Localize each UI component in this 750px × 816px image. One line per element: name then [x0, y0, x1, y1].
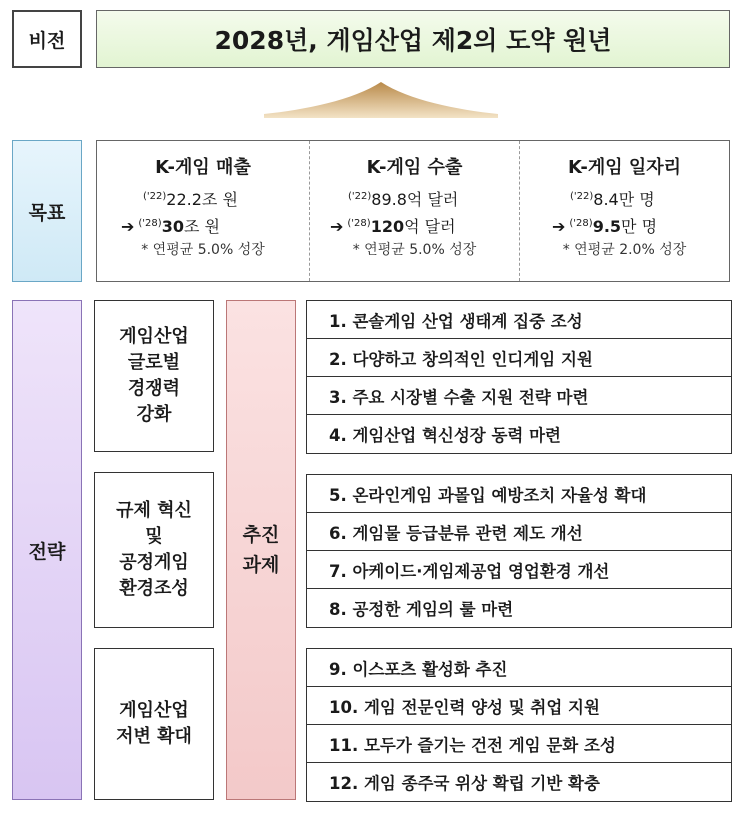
- task-item: 2. 다양하고 창의적인 인디게임 지원: [307, 339, 731, 377]
- task-item: 12. 게임 종주국 위상 확립 기반 확충: [329, 774, 600, 793]
- goal-exports: [309, 141, 519, 281]
- goal-target: ➔ $^{('28)}$120억 달러: [330, 217, 456, 236]
- goal-label: 목표: [12, 140, 82, 282]
- goal-baseline: $^{('22)}$22.2조 원: [143, 190, 238, 209]
- goal-note: * 연평균 5.0% 성장: [141, 242, 265, 258]
- strategy-label: 전략: [12, 300, 82, 800]
- task-item: 5. 온라인게임 과몰입 예방조치 자율성 확대: [307, 475, 731, 513]
- task-group-2: [306, 474, 732, 628]
- task-label: 추진 과제: [226, 300, 296, 800]
- goal-sales: [97, 141, 309, 281]
- goal-panel: [96, 140, 730, 282]
- goal-baseline: $^{('22)}$8.4만 명: [570, 190, 655, 209]
- strategy-item-regulation: 규제 혁신 및 공정게임 환경조성: [94, 472, 214, 628]
- task-item: 10. 게임 전문인력 양성 및 취업 지원: [307, 687, 731, 725]
- goal-target: ➔ $^{('28)}$9.5만 명: [552, 217, 658, 236]
- task-item: 4. 게임산업 혁신성장 동력 마련: [329, 426, 561, 445]
- goal-baseline: $^{('22)}$89.8억 달러: [348, 190, 459, 209]
- strategy-item-global: 게임산업 글로벌 경쟁력 강화: [94, 300, 214, 452]
- vision-label: 비전: [12, 10, 82, 68]
- task-item: 6. 게임물 등급분류 관련 제도 개선: [307, 513, 731, 551]
- right-arrow-icon: ➔: [121, 217, 135, 236]
- goal-title: K-게임 수출: [366, 157, 463, 178]
- goal-note: * 연평균 5.0% 성장: [352, 242, 477, 258]
- task-item: 9. 이스포츠 활성화 추진: [307, 649, 731, 687]
- task-item: 8. 공정한 게임의 룰 마련: [329, 600, 514, 619]
- goal-note: * 연평균 2.0% 성장: [562, 242, 687, 258]
- goal-title: K-게임 일자리: [567, 157, 682, 178]
- right-arrow-icon: ➔: [330, 217, 344, 236]
- task-item: 1. 콘솔게임 산업 생태계 집중 조성: [307, 301, 731, 339]
- goal-title: K-게임 매출: [155, 157, 251, 178]
- vision-statement: 2028년, 게임산업 제2의 도약 원년: [96, 10, 730, 68]
- task-group-1: [306, 300, 732, 454]
- task-group-3: [306, 648, 732, 802]
- strategy-item-base: 게임산업 저변 확대: [94, 648, 214, 800]
- goal-jobs: [519, 141, 729, 281]
- task-item: 11. 모두가 즐기는 건전 게임 문화 조성: [307, 725, 731, 763]
- right-arrow-icon: ➔: [552, 217, 566, 236]
- upward-arrow-icon: [258, 78, 504, 124]
- goal-target: ➔ $^{('28)}$30조 원: [121, 217, 220, 236]
- task-item: 3. 주요 시장별 수출 지원 전략 마련: [307, 377, 731, 415]
- task-item: 7. 아케이드·게임제공업 영업환경 개선: [307, 551, 731, 589]
